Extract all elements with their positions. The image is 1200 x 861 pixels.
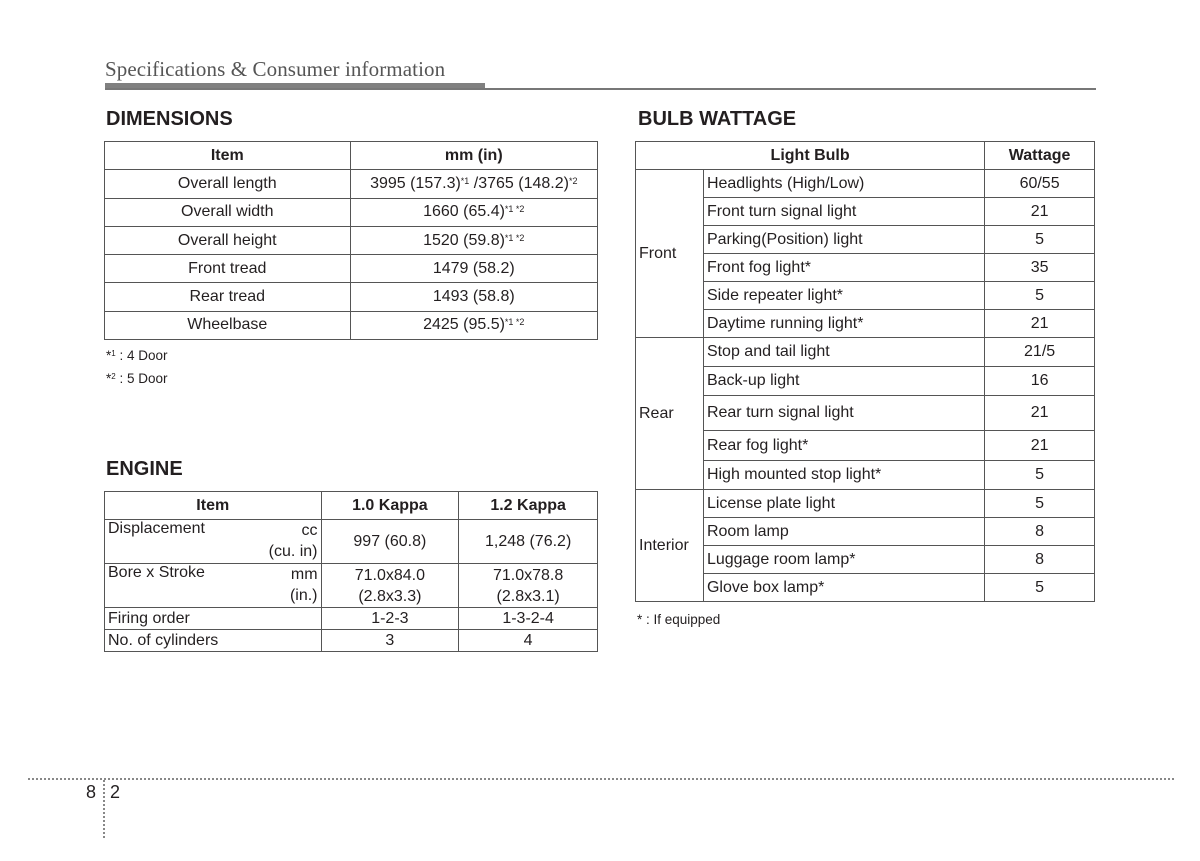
table-row: [636, 338, 1095, 367]
engine-table: [104, 491, 598, 652]
table-header-row: [105, 142, 598, 170]
table-row: [636, 461, 1095, 490]
bulb-name: Front fog light*: [703, 254, 984, 282]
bulb-name: Daytime running light*: [703, 310, 984, 338]
bulb-group-rear: Rear: [636, 338, 704, 490]
engine-value-1-2: 71.0x78.8 (2.8x3.1): [459, 564, 598, 608]
table-row: [105, 311, 598, 339]
bulb-name: Stop and tail light: [703, 338, 984, 367]
table-row: [105, 198, 598, 226]
page-number-divider: [103, 780, 105, 838]
engine-value-1-0: 997 (60.8): [321, 520, 459, 564]
engine-value-1-2: 1-3-2-4: [459, 608, 598, 630]
bulb-wattage: 35: [985, 254, 1095, 282]
bulb-wattage-heading: BULB WATTAGE: [638, 108, 797, 130]
dimension-value: 1520 $(59.8)^{*1 *2}$: [350, 226, 597, 254]
table-row: [105, 564, 598, 608]
page-number: 2: [110, 782, 121, 802]
column-header-mm: mm (in): [350, 142, 597, 170]
table-row: [105, 226, 598, 254]
table-row: [636, 198, 1095, 226]
column-header-1-2-kappa: 1.2 Kappa: [459, 492, 598, 520]
dimension-item: Overall length: [105, 170, 351, 198]
bulb-wattage-table: [635, 141, 1095, 602]
table-row: [636, 367, 1095, 396]
engine-value-1-0: 3: [321, 630, 459, 652]
bulb-group-front: Front: [636, 170, 704, 338]
table-row: [636, 574, 1095, 602]
table-row: [636, 396, 1095, 431]
bulb-wattage: 21: [985, 310, 1095, 338]
bulb-name: Parking(Position) light: [703, 226, 984, 254]
table-row: [636, 226, 1095, 254]
engine-item: Displacement cc (cu. in): [105, 520, 322, 564]
column-header-item: Item: [105, 492, 322, 520]
engine-value-1-2: 4: [459, 630, 598, 652]
bulb-wattage: 21: [985, 396, 1095, 431]
bulb-wattage: 16: [985, 367, 1095, 396]
dimension-value: 1479 (58.2): [350, 255, 597, 283]
engine-item: Bore x Stroke mm (in.): [105, 564, 322, 608]
engine-value-1-2: 1,248 (76.2): [459, 520, 598, 564]
bulb-wattage: 21/5: [985, 338, 1095, 367]
footnote-5-door: *$^2$ : 5 Door: [106, 371, 168, 386]
dimensions-heading: DIMENSIONS: [106, 108, 233, 130]
dimension-item: Overall width: [105, 198, 351, 226]
column-header-light-bulb: Light Bulb: [636, 142, 985, 170]
table-header-row: [105, 492, 598, 520]
bulb-name: Side repeater light*: [703, 282, 984, 310]
table-row: [105, 170, 598, 198]
table-row: [636, 431, 1095, 461]
bulb-name: Glove box lamp*: [703, 574, 984, 602]
dimension-value: 3995 $(157.3)^{*1}$ /3765 $(148.2)^{*2}$: [350, 170, 597, 198]
bulb-name: License plate light: [703, 490, 984, 518]
bulb-name: Room lamp: [703, 518, 984, 546]
engine-value-1-0: 1-2-3: [321, 608, 459, 630]
bulb-wattage: 21: [985, 431, 1095, 461]
table-row: [636, 546, 1095, 574]
column-header-1-0-kappa: 1.0 Kappa: [321, 492, 459, 520]
bulb-wattage: 5: [985, 490, 1095, 518]
dimension-item: Front tread: [105, 255, 351, 283]
engine-item: No. of cylinders: [105, 630, 322, 652]
bulb-name: High mounted stop light*: [703, 461, 984, 490]
table-row: [636, 310, 1095, 338]
dimension-item: Wheelbase: [105, 311, 351, 339]
table-row: [636, 282, 1095, 310]
footnote-4-door: *$^1$ : 4 Door: [106, 348, 168, 363]
bulb-name: Rear turn signal light: [703, 396, 984, 431]
table-row: [636, 490, 1095, 518]
table-row: [636, 518, 1095, 546]
engine-item: Firing order: [105, 608, 322, 630]
section-title: Specifications & Consumer information: [105, 57, 446, 81]
table-row: [636, 170, 1095, 198]
bulb-wattage: 5: [985, 226, 1095, 254]
engine-heading: ENGINE: [106, 458, 183, 480]
bulb-name: Headlights (High/Low): [703, 170, 984, 198]
engine-value-1-0: 71.0x84.0 (2.8x3.3): [321, 564, 459, 608]
footer-dotted-rule: [28, 778, 1174, 780]
column-header-wattage: Wattage: [985, 142, 1095, 170]
column-header-item: Item: [105, 142, 351, 170]
dimensions-table: [104, 141, 598, 340]
bulb-name: Rear fog light*: [703, 431, 984, 461]
dimension-value: 1493 (58.8): [350, 283, 597, 311]
dimension-item: Overall height: [105, 226, 351, 254]
bulb-wattage: 5: [985, 574, 1095, 602]
bulb-wattage: 21: [985, 198, 1095, 226]
bulb-name: Back-up light: [703, 367, 984, 396]
dimension-value: 1660 $(65.4)^{*1 *2}$: [350, 198, 597, 226]
bulb-wattage: 60/55: [985, 170, 1095, 198]
table-row: [105, 520, 598, 564]
header-rule: [105, 88, 1096, 90]
footnote-if-equipped: * : If equipped: [637, 612, 721, 627]
table-row: [636, 254, 1095, 282]
bulb-wattage: 5: [985, 461, 1095, 490]
bulb-name: Luggage room lamp*: [703, 546, 984, 574]
table-header-row: [636, 142, 1095, 170]
bulb-name: Front turn signal light: [703, 198, 984, 226]
chapter-number: 8: [86, 782, 97, 802]
bulb-group-interior: Interior: [636, 490, 704, 602]
bulb-wattage: 5: [985, 282, 1095, 310]
dimension-item: Rear tread: [105, 283, 351, 311]
bulb-wattage: 8: [985, 546, 1095, 574]
table-row: [105, 608, 598, 630]
dimension-value: 2425 $(95.5)^{*1 *2}$: [350, 311, 597, 339]
bulb-wattage: 8: [985, 518, 1095, 546]
table-row: [105, 630, 598, 652]
table-row: [105, 283, 598, 311]
table-row: [105, 255, 598, 283]
